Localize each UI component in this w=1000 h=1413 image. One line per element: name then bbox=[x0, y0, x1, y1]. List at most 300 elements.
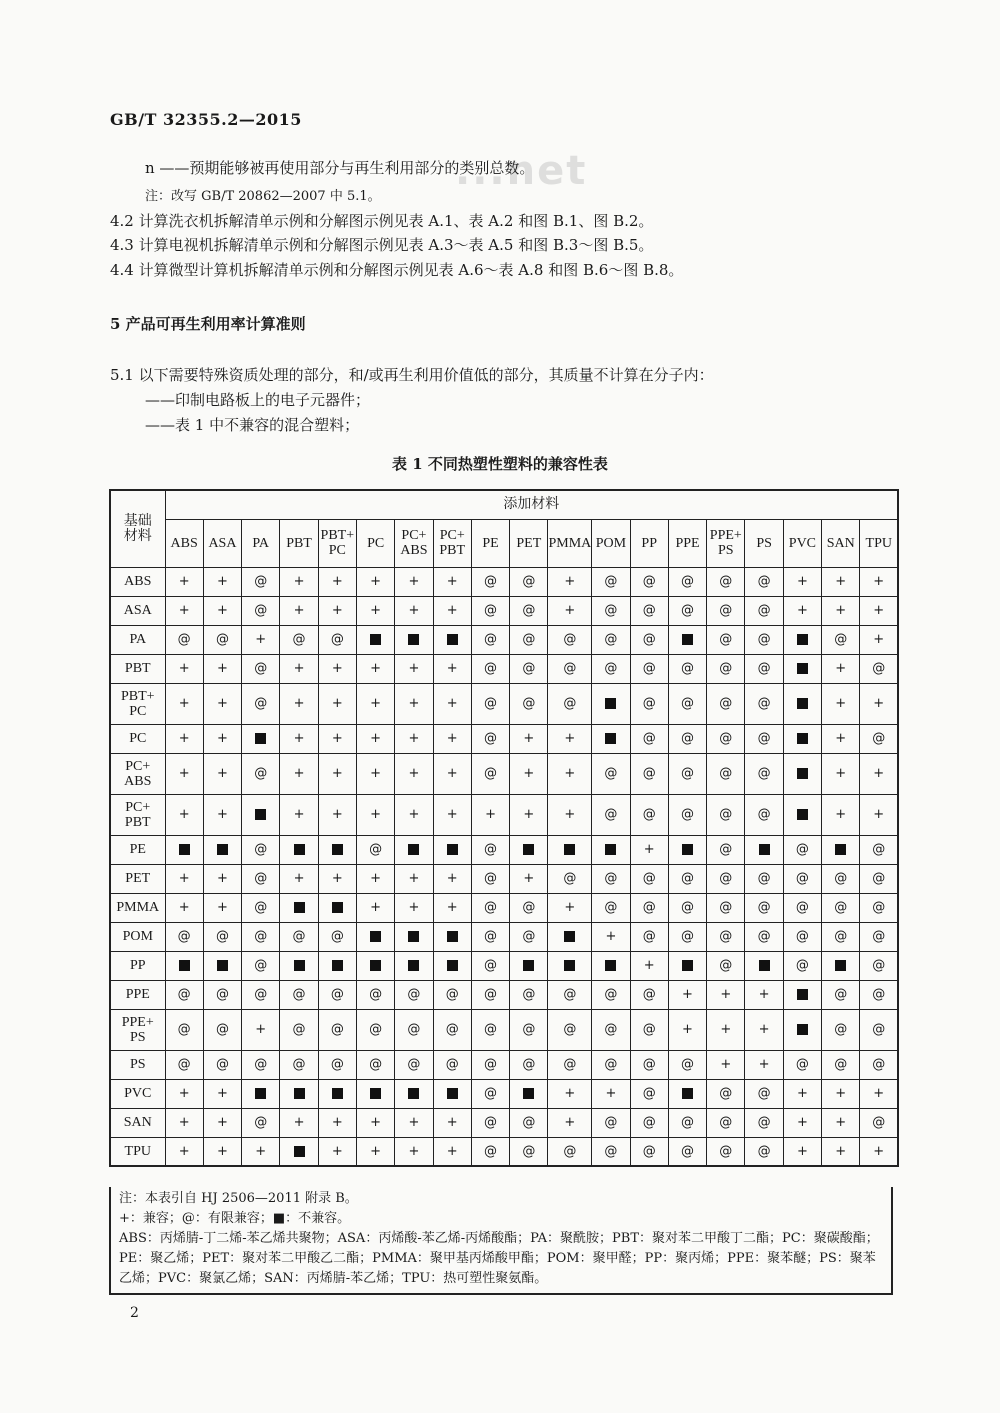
column-header-line: PP bbox=[641, 535, 657, 551]
compat-cell bbox=[280, 794, 318, 835]
compat-cell bbox=[745, 654, 783, 683]
limited-compatible-mark: @ bbox=[330, 987, 344, 1002]
compat-cell bbox=[860, 1137, 898, 1166]
limited-compatible-mark: @ bbox=[484, 987, 498, 1002]
compat-cell bbox=[510, 893, 548, 922]
compat-cell bbox=[822, 794, 860, 835]
compat-cell bbox=[668, 794, 706, 835]
compatible-mark: + bbox=[178, 900, 190, 915]
limited-compatible-mark: @ bbox=[254, 1057, 268, 1072]
limited-compatible-mark: @ bbox=[369, 1022, 383, 1037]
compat-cell bbox=[395, 1108, 433, 1137]
compat-cell bbox=[433, 922, 471, 951]
limited-compatible-mark: @ bbox=[872, 842, 886, 857]
compat-cell bbox=[548, 951, 592, 980]
group-header: 添加材料 bbox=[165, 490, 898, 519]
limited-compatible-mark: @ bbox=[563, 1022, 577, 1037]
compatible-mark: + bbox=[178, 807, 190, 822]
compat-cell bbox=[280, 922, 318, 951]
compat-cell bbox=[630, 893, 668, 922]
compat-cell bbox=[318, 1009, 356, 1050]
row-header bbox=[110, 654, 165, 683]
compat-cell bbox=[783, 724, 821, 753]
compatible-mark: + bbox=[178, 1086, 190, 1101]
compat-cell bbox=[745, 1108, 783, 1137]
compatible-mark: + bbox=[446, 603, 458, 618]
incompatible-mark bbox=[370, 960, 381, 971]
column-header bbox=[592, 519, 630, 567]
compat-cell bbox=[318, 596, 356, 625]
compat-cell bbox=[548, 1079, 592, 1108]
compat-cell bbox=[356, 654, 394, 683]
column-header-line: ASA bbox=[208, 535, 237, 551]
compatible-mark: + bbox=[758, 1022, 770, 1037]
limited-compatible-mark: @ bbox=[757, 1086, 771, 1101]
compatible-mark: + bbox=[331, 574, 343, 589]
column-header-line: PPE+ bbox=[709, 528, 742, 543]
limited-compatible-mark: @ bbox=[642, 696, 656, 711]
compat-cell bbox=[203, 980, 241, 1009]
compatible-mark: + bbox=[408, 871, 420, 886]
compat-cell bbox=[707, 753, 745, 794]
compat-cell bbox=[822, 753, 860, 794]
compatible-mark: + bbox=[408, 574, 420, 589]
compat-cell bbox=[592, 922, 630, 951]
compat-cell bbox=[668, 596, 706, 625]
limited-compatible-mark: @ bbox=[642, 1086, 656, 1101]
compat-cell bbox=[165, 893, 203, 922]
incompatible-mark bbox=[797, 663, 808, 674]
row-header bbox=[110, 596, 165, 625]
compat-cell bbox=[433, 753, 471, 794]
limited-compatible-mark: @ bbox=[642, 871, 656, 886]
table-row bbox=[110, 567, 898, 596]
limited-compatible-mark: @ bbox=[719, 842, 733, 857]
compat-cell bbox=[745, 893, 783, 922]
compatible-mark: + bbox=[446, 871, 458, 886]
compat-cell bbox=[745, 1009, 783, 1050]
limited-compatible-mark: @ bbox=[215, 929, 229, 944]
note-source: 注：本表引自 HJ 2506—2011 附录 B。 bbox=[119, 1191, 358, 1206]
compat-cell bbox=[783, 980, 821, 1009]
column-header-line: PC+ bbox=[439, 528, 465, 543]
compat-cell bbox=[510, 724, 548, 753]
limited-compatible-mark: @ bbox=[681, 603, 694, 618]
column-header bbox=[433, 519, 471, 567]
compat-cell bbox=[630, 951, 668, 980]
row-header bbox=[110, 625, 165, 654]
limited-compatible-mark: @ bbox=[254, 603, 268, 618]
compat-cell bbox=[165, 753, 203, 794]
incompatible-mark bbox=[447, 634, 458, 645]
limited-compatible-mark: @ bbox=[642, 603, 656, 618]
limited-compatible-mark: @ bbox=[719, 574, 733, 589]
table-row bbox=[110, 683, 898, 724]
limited-compatible-mark: @ bbox=[330, 632, 344, 647]
compat-cell bbox=[510, 980, 548, 1009]
compat-cell bbox=[548, 893, 592, 922]
incompatible-mark bbox=[605, 960, 616, 971]
compat-cell bbox=[822, 724, 860, 753]
limited-compatible-mark: @ bbox=[604, 632, 618, 647]
limited-compatible-mark: @ bbox=[604, 987, 618, 1002]
compat-cell bbox=[707, 567, 745, 596]
table-row bbox=[110, 864, 898, 893]
compat-cell bbox=[203, 835, 241, 864]
incompatible-mark bbox=[370, 931, 381, 942]
compat-cell bbox=[318, 794, 356, 835]
limited-compatible-mark: @ bbox=[834, 929, 848, 944]
row-header-line: PS bbox=[129, 1029, 146, 1045]
table-row bbox=[110, 724, 898, 753]
limited-compatible-mark: @ bbox=[642, 766, 656, 781]
compat-cell bbox=[203, 1050, 241, 1079]
compat-cell bbox=[242, 1079, 280, 1108]
compat-cell bbox=[592, 1108, 630, 1137]
limited-compatible-mark: @ bbox=[757, 1143, 771, 1159]
compatible-mark: + bbox=[293, 1115, 305, 1130]
limited-compatible-mark: @ bbox=[872, 958, 886, 973]
limited-compatible-mark: @ bbox=[484, 603, 498, 618]
incompatible-mark bbox=[294, 1146, 305, 1157]
compat-cell bbox=[707, 864, 745, 893]
compat-cell bbox=[822, 625, 860, 654]
incompatible-mark bbox=[408, 931, 419, 942]
compatible-mark: + bbox=[370, 871, 382, 886]
compat-cell bbox=[433, 1108, 471, 1137]
limited-compatible-mark: @ bbox=[757, 929, 771, 944]
limited-compatible-mark: @ bbox=[681, 900, 694, 915]
row-header-line: SAN bbox=[123, 1115, 152, 1130]
compat-cell bbox=[356, 864, 394, 893]
table-notes bbox=[109, 1187, 893, 1295]
compat-cell bbox=[860, 654, 898, 683]
compat-cell bbox=[668, 951, 706, 980]
compatible-mark: + bbox=[331, 807, 343, 822]
compat-cell bbox=[630, 1108, 668, 1137]
column-header-line: ABS bbox=[170, 535, 198, 551]
limited-compatible-mark: @ bbox=[522, 929, 536, 944]
limited-compatible-mark: @ bbox=[795, 929, 809, 944]
limited-compatible-mark: @ bbox=[719, 696, 733, 711]
compat-cell bbox=[433, 596, 471, 625]
compat-cell bbox=[783, 1050, 821, 1079]
incompatible-mark bbox=[759, 960, 770, 971]
limited-compatible-mark: @ bbox=[254, 842, 268, 857]
incompatible-mark bbox=[564, 844, 575, 855]
compat-cell bbox=[592, 835, 630, 864]
compatible-mark: + bbox=[216, 766, 228, 781]
compat-cell bbox=[280, 1050, 318, 1079]
limited-compatible-mark: @ bbox=[872, 929, 886, 944]
limited-compatible-mark: @ bbox=[719, 929, 733, 944]
compat-cell bbox=[242, 893, 280, 922]
compatible-mark: + bbox=[523, 766, 535, 781]
row-header-line: PC bbox=[129, 703, 147, 719]
incompatible-mark bbox=[605, 733, 616, 744]
compat-cell bbox=[433, 683, 471, 724]
compat-cell bbox=[356, 1108, 394, 1137]
incompatible-mark bbox=[332, 960, 343, 971]
column-header-line: PET bbox=[516, 535, 542, 551]
column-header bbox=[356, 519, 394, 567]
compat-cell bbox=[165, 794, 203, 835]
limited-compatible-mark: @ bbox=[484, 1143, 498, 1159]
compat-cell bbox=[395, 1137, 433, 1166]
compat-cell bbox=[783, 922, 821, 951]
compat-cell bbox=[203, 1137, 241, 1166]
compat-cell bbox=[471, 1009, 509, 1050]
limited-compatible-mark: @ bbox=[872, 731, 886, 746]
compat-cell bbox=[822, 567, 860, 596]
compatible-mark: + bbox=[643, 842, 655, 857]
limited-compatible-mark: @ bbox=[407, 987, 421, 1002]
limited-compatible-mark: @ bbox=[484, 766, 498, 781]
compat-cell bbox=[592, 567, 630, 596]
compat-cell bbox=[471, 1137, 509, 1166]
compat-cell bbox=[707, 893, 745, 922]
compatible-mark: + bbox=[523, 731, 535, 746]
limited-compatible-mark: @ bbox=[484, 900, 498, 915]
limited-compatible-mark: @ bbox=[642, 1057, 656, 1072]
limited-compatible-mark: @ bbox=[369, 987, 383, 1002]
row-header-line: PPE+ bbox=[121, 1014, 154, 1030]
compatible-mark: + bbox=[370, 603, 382, 618]
limited-compatible-mark: @ bbox=[484, 958, 498, 973]
compat-cell bbox=[668, 683, 706, 724]
compat-cell bbox=[318, 951, 356, 980]
compat-cell bbox=[471, 893, 509, 922]
limited-compatible-mark: @ bbox=[215, 1057, 229, 1072]
limited-compatible-mark: @ bbox=[522, 900, 536, 915]
incompatible-mark bbox=[332, 844, 343, 855]
limited-compatible-mark: @ bbox=[757, 766, 771, 781]
limited-compatible-mark: @ bbox=[719, 958, 733, 973]
limited-compatible-mark: @ bbox=[522, 1143, 536, 1159]
compat-cell bbox=[745, 1137, 783, 1166]
compat-cell bbox=[433, 1050, 471, 1079]
column-header-line: PA bbox=[252, 535, 270, 551]
compat-cell bbox=[510, 1108, 548, 1137]
compat-cell bbox=[395, 753, 433, 794]
compatible-mark: + bbox=[331, 731, 343, 746]
bullet-electronic-components: ——印制电路板上的电子元器件； bbox=[145, 391, 371, 409]
compat-cell bbox=[318, 1050, 356, 1079]
compatible-mark: + bbox=[564, 1115, 576, 1130]
row-header-line: ABS bbox=[124, 574, 152, 589]
compat-cell bbox=[668, 835, 706, 864]
compat-cell bbox=[356, 567, 394, 596]
compat-cell bbox=[203, 922, 241, 951]
compatibility-table bbox=[109, 489, 899, 1167]
limited-compatible-mark: @ bbox=[642, 1143, 656, 1159]
compat-cell bbox=[745, 794, 783, 835]
compatible-mark: + bbox=[408, 603, 420, 618]
limited-compatible-mark: @ bbox=[757, 731, 771, 746]
compat-cell bbox=[318, 724, 356, 753]
compat-cell bbox=[860, 625, 898, 654]
compat-cell bbox=[356, 596, 394, 625]
incompatible-mark bbox=[408, 634, 419, 645]
compat-cell bbox=[510, 835, 548, 864]
compat-cell bbox=[668, 567, 706, 596]
column-header-line: PMMA bbox=[548, 535, 592, 551]
incompatible-mark bbox=[408, 960, 419, 971]
compat-cell bbox=[822, 596, 860, 625]
column-header-line: PBT+ bbox=[320, 528, 355, 543]
table-row bbox=[110, 1009, 898, 1050]
compat-cell bbox=[356, 1137, 394, 1166]
limited-compatible-mark: @ bbox=[254, 871, 268, 886]
compat-cell bbox=[548, 596, 592, 625]
compat-cell bbox=[745, 596, 783, 625]
compat-cell bbox=[165, 951, 203, 980]
incompatible-mark bbox=[797, 809, 808, 820]
limited-compatible-mark: @ bbox=[215, 987, 229, 1002]
limited-compatible-mark: @ bbox=[719, 871, 733, 886]
compat-cell bbox=[783, 753, 821, 794]
compatible-mark: + bbox=[331, 871, 343, 886]
compatible-mark: + bbox=[255, 1022, 267, 1037]
limited-compatible-mark: @ bbox=[834, 1022, 848, 1037]
incompatible-mark bbox=[682, 960, 693, 971]
compat-cell bbox=[707, 980, 745, 1009]
compatible-mark: + bbox=[216, 807, 228, 822]
column-header bbox=[668, 519, 706, 567]
compatible-mark: + bbox=[564, 807, 576, 822]
compatible-mark: + bbox=[293, 766, 305, 781]
compat-cell bbox=[510, 683, 548, 724]
column-header bbox=[395, 519, 433, 567]
compatible-mark: + bbox=[293, 661, 305, 676]
column-header bbox=[745, 519, 783, 567]
compatible-mark: + bbox=[796, 1086, 808, 1101]
limited-compatible-mark: @ bbox=[604, 1057, 618, 1072]
limited-compatible-mark: @ bbox=[642, 1115, 656, 1130]
compat-cell bbox=[242, 980, 280, 1009]
compat-cell bbox=[203, 683, 241, 724]
compat-cell bbox=[707, 654, 745, 683]
limited-compatible-mark: @ bbox=[369, 842, 383, 857]
limited-compatible-mark: @ bbox=[484, 731, 498, 746]
compat-cell bbox=[860, 596, 898, 625]
incompatible-mark bbox=[332, 1088, 343, 1099]
compatible-mark: + bbox=[331, 661, 343, 676]
compat-cell bbox=[395, 1050, 433, 1079]
incompatible-mark bbox=[605, 698, 616, 709]
limited-compatible-mark: @ bbox=[642, 929, 656, 944]
compatible-mark: + bbox=[370, 1115, 382, 1130]
incompatible-mark bbox=[179, 960, 190, 971]
compat-cell bbox=[707, 1009, 745, 1050]
incompatible-mark bbox=[447, 931, 458, 942]
compat-cell bbox=[668, 753, 706, 794]
column-header-line: SAN bbox=[826, 535, 855, 551]
compat-cell bbox=[860, 922, 898, 951]
compatible-mark: + bbox=[682, 987, 693, 1002]
row-header bbox=[110, 922, 165, 951]
compat-cell bbox=[592, 625, 630, 654]
compat-cell bbox=[471, 980, 509, 1009]
compat-cell bbox=[592, 980, 630, 1009]
compat-cell bbox=[707, 683, 745, 724]
compat-cell bbox=[318, 835, 356, 864]
compat-cell bbox=[318, 683, 356, 724]
compatible-mark: + bbox=[178, 731, 190, 746]
column-header bbox=[203, 519, 241, 567]
compat-cell bbox=[395, 794, 433, 835]
limited-compatible-mark: @ bbox=[719, 807, 733, 822]
table-row bbox=[110, 951, 898, 980]
compat-cell bbox=[707, 922, 745, 951]
table-row bbox=[110, 1079, 898, 1108]
compatible-mark: + bbox=[835, 696, 847, 711]
column-header-line: PS bbox=[718, 543, 734, 558]
limited-compatible-mark: @ bbox=[604, 900, 618, 915]
limited-compatible-mark: @ bbox=[719, 632, 733, 647]
compatible-mark: + bbox=[408, 807, 420, 822]
incompatible-mark bbox=[797, 634, 808, 645]
limited-compatible-mark: @ bbox=[484, 929, 498, 944]
compat-cell bbox=[471, 1050, 509, 1079]
compat-cell bbox=[356, 683, 394, 724]
compat-cell bbox=[745, 625, 783, 654]
compat-cell bbox=[707, 1050, 745, 1079]
limited-compatible-mark: @ bbox=[642, 661, 656, 676]
compat-cell bbox=[592, 683, 630, 724]
compat-cell bbox=[471, 683, 509, 724]
limited-compatible-mark: @ bbox=[642, 731, 656, 746]
compatible-mark: + bbox=[408, 696, 420, 711]
compatible-mark: + bbox=[796, 603, 808, 618]
limited-compatible-mark: @ bbox=[681, 807, 694, 822]
compat-cell bbox=[280, 683, 318, 724]
row-header-line: ASA bbox=[123, 603, 152, 618]
incompatible-mark bbox=[523, 844, 534, 855]
compat-cell bbox=[433, 794, 471, 835]
incompatible-mark bbox=[294, 960, 305, 971]
column-header bbox=[471, 519, 509, 567]
limited-compatible-mark: @ bbox=[484, 871, 498, 886]
compat-cell bbox=[707, 1108, 745, 1137]
limited-compatible-mark: @ bbox=[604, 603, 618, 618]
compatible-mark: + bbox=[370, 574, 382, 589]
compatible-mark: + bbox=[835, 1115, 847, 1130]
incompatible-mark bbox=[523, 1088, 534, 1099]
compat-cell bbox=[395, 567, 433, 596]
incompatible-mark bbox=[447, 844, 458, 855]
compat-cell bbox=[510, 951, 548, 980]
compat-cell bbox=[745, 922, 783, 951]
compat-cell bbox=[822, 654, 860, 683]
page-number: 2 bbox=[130, 1305, 139, 1321]
compat-cell bbox=[395, 835, 433, 864]
column-header bbox=[860, 519, 898, 567]
compatible-mark: + bbox=[293, 603, 305, 618]
compat-cell bbox=[745, 683, 783, 724]
compat-cell bbox=[783, 1108, 821, 1137]
compat-cell bbox=[471, 1079, 509, 1108]
limited-compatible-mark: @ bbox=[604, 766, 618, 781]
compat-cell bbox=[822, 951, 860, 980]
compat-cell bbox=[280, 724, 318, 753]
compat-cell bbox=[548, 980, 592, 1009]
limited-compatible-mark: @ bbox=[719, 603, 733, 618]
limited-compatible-mark: @ bbox=[757, 632, 771, 647]
compat-cell bbox=[822, 1009, 860, 1050]
compatible-mark: + bbox=[643, 958, 655, 973]
compat-cell bbox=[280, 1108, 318, 1137]
